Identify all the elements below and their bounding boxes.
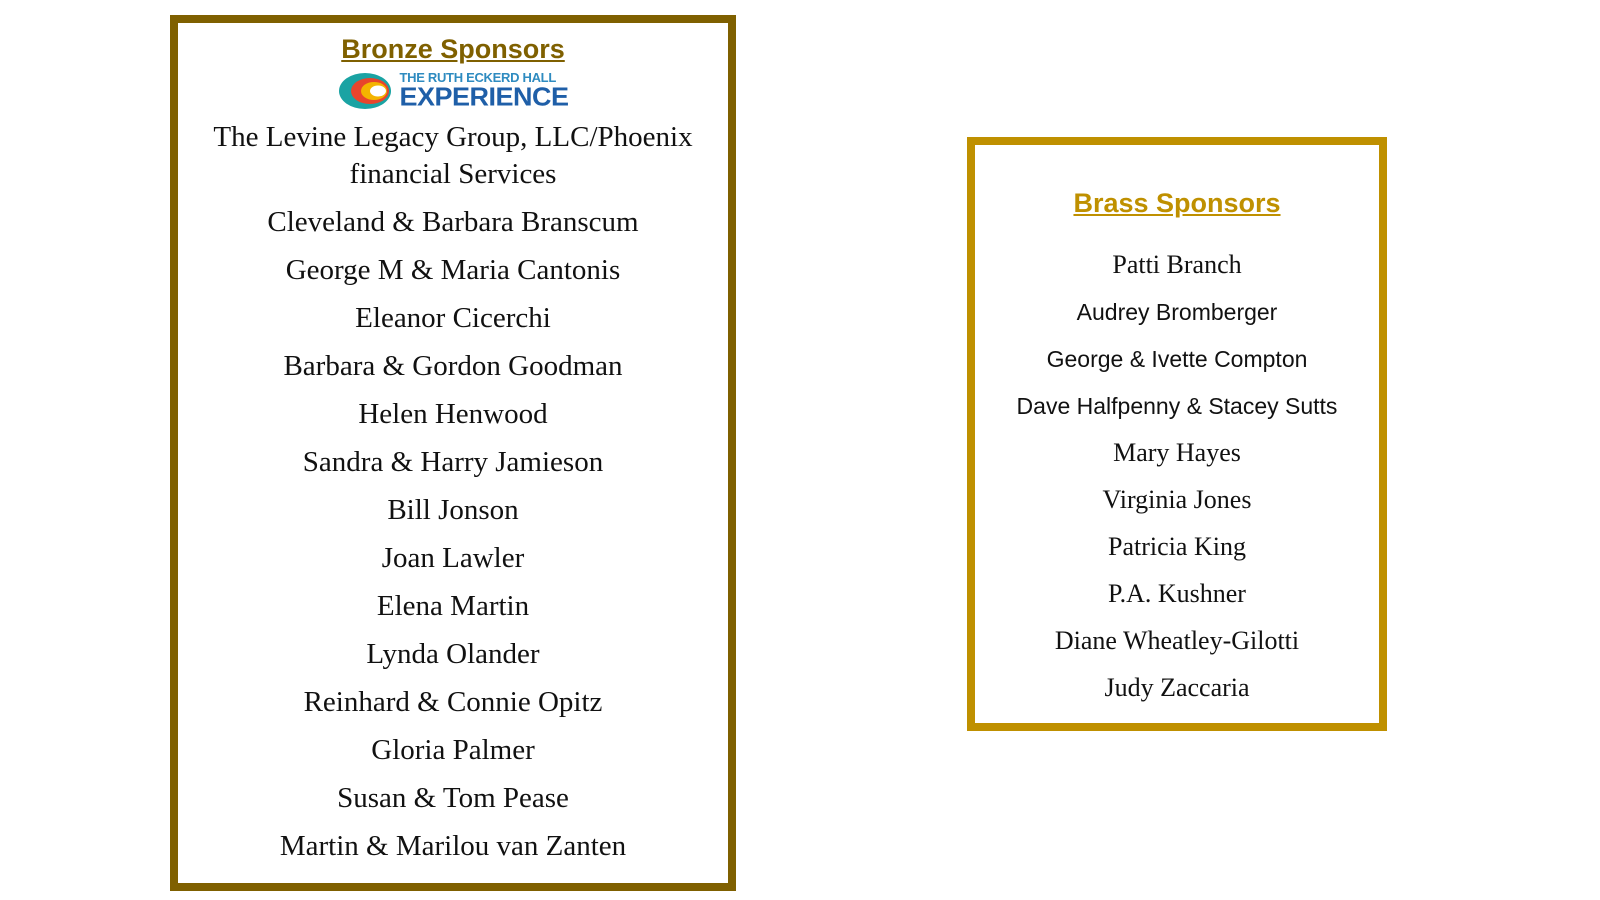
list-item: Martin & Marilou van Zanten <box>279 830 627 863</box>
list-item: Susan & Tom Pease <box>337 782 569 815</box>
list-item: Eleanor Cicerchi <box>355 302 551 335</box>
list-item: Mary Hayes <box>1113 438 1241 468</box>
bronze-sponsors-box <box>170 15 736 891</box>
list-item: Barbara & Gordon Goodman <box>283 350 623 383</box>
list-item: Diane Wheatley-Gilotti <box>1054 626 1300 656</box>
list-item: Patti Branch <box>1112 250 1242 280</box>
logo-top-text: THE RUTH ECKERD HALL <box>399 70 556 86</box>
list-item: Virginia Jones <box>1102 485 1252 515</box>
brass-sponsors-box <box>967 137 1387 731</box>
list-item: Dave Halfpenny & Stacey Sutts <box>1016 393 1338 420</box>
list-item: Lynda Olander <box>366 638 540 671</box>
logo-bottom-text: EXPERIENCE <box>399 83 569 112</box>
logo-wordmark <box>399 71 568 111</box>
bronze-sponsor-list <box>178 119 728 865</box>
list-item: Sandra & Harry Jamieson <box>302 446 604 479</box>
list-item: Patricia King <box>1108 532 1246 562</box>
list-item: Cleveland & Barbara Branscum <box>267 206 639 239</box>
brass-sponsor-list <box>975 245 1379 715</box>
list-item: Reinhard & Connie Opitz <box>303 686 603 719</box>
list-item: P.A. Kushner <box>1108 579 1246 609</box>
list-item: Audrey Bromberger <box>1076 299 1278 326</box>
list-item: Gloria Palmer <box>371 734 535 767</box>
list-item: Bill Jonson <box>387 494 519 527</box>
list-item: The Levine Legacy Group, LLC/Phoenix financial Services <box>213 121 693 191</box>
list-item: Helen Henwood <box>358 398 548 431</box>
ruth-eckerd-hall-logo <box>178 69 728 113</box>
swirl-logo-icon <box>337 71 397 111</box>
brass-sponsors-heading: Brass Sponsors <box>1073 188 1281 218</box>
list-item: George & Ivette Compton <box>1046 346 1308 373</box>
list-item: Judy Zaccaria <box>1104 673 1250 703</box>
list-item: Joan Lawler <box>381 542 525 575</box>
list-item: George M & Maria Cantonis <box>285 254 621 287</box>
list-item: Elena Martin <box>376 590 530 623</box>
bronze-sponsors-heading: Bronze Sponsors <box>341 34 565 64</box>
